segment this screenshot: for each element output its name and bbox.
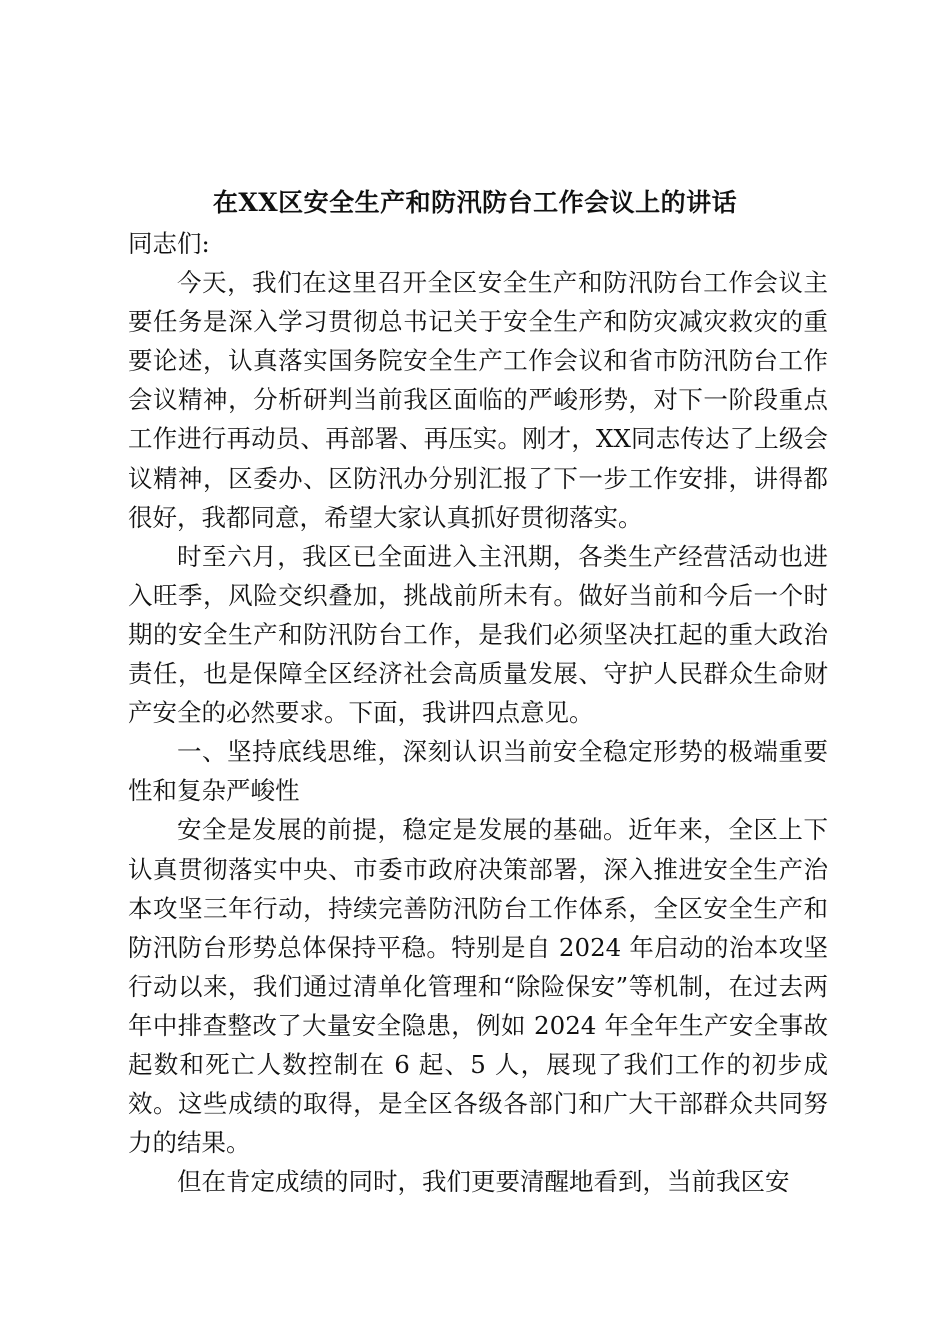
document-title: 在XX区安全生产和防汛防台工作会议上的讲话 (212, 188, 738, 217)
section-heading-1: 一、坚持底线思维，深刻认识当前安全稳定形势的极端重要性和复杂严峻性 (128, 737, 828, 806)
document-body (128, 224, 828, 1201)
salutation: 同志们: (128, 229, 210, 258)
paragraph-situation: 时至六月，我区已全面进入主汛期，各类生产经营活动也进入旺季，风险交织叠加，挑战前所未有。做好当前和今后一个时期的安全生产和防汛防台工作，是我们必须坚决扛起的重大政治责任，也是保障全区经济社会高质量发展、守护人民群众生命财产安全的必然要求。下面，我讲四点意见。 (128, 541, 828, 728)
paragraph-challenges: 但在肯定成绩的同时，我们更要清醒地看到，当前我区安 (177, 1167, 790, 1197)
paragraph-opening: 今天，我们在这里召开全区安全生产和防汛防台工作会议主要任务是深入学习贯彻总书记关于安全生产和防灾减灾救灾的重要论述，认真落实国务院安全生产工作会议和省市防汛防台工作会议精神，分析研判当前我区面临的严峻形势，对下一阶段重点工作进行再动员、再部署、再压实。刚才，XX同志传达了上级会议精神，区委办、区防汛办分别汇报了下一步工作安排，讲得都很好，我都同意，希望大家认真抓好贯彻落实。 (128, 268, 828, 532)
paragraph-achievements: 安全是发展的前提，稳定是发展的基础。近年来，全区上下认真贯彻落实中央、市委市政府决策部署，深入推进安全生产治本攻坚三年行动，持续完善防汛防台工作体系，全区安全生产和防汛防台形势总体保持平稳。特别是自 2024 年启动的治本攻坚行动以来，我们通过清单化管理和“除险保安”等机制，在过去两年中排查整改了大量安全隐患，例如 2024 年全年生产安全事故起数和死亡人数控制在 6 起、5 人，展现了我们工作的初步成效。这些成绩的取得，是全区各级各部门和广大干部群众共同努力的结果。 (128, 815, 828, 1158)
